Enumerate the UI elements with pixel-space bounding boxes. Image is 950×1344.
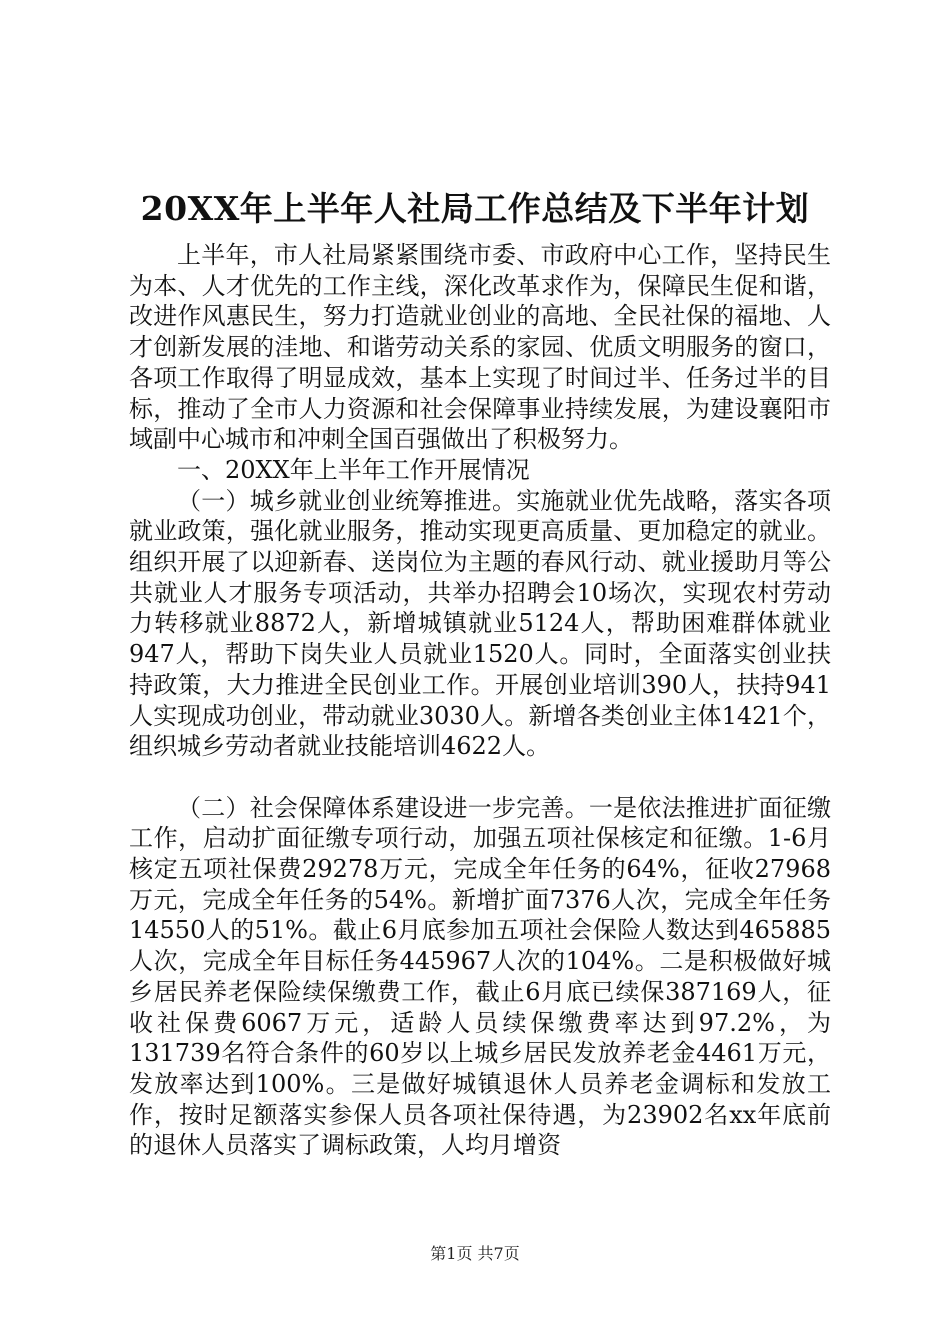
paragraph-spacer	[129, 762, 831, 793]
document-body	[129, 240, 831, 1161]
employment-paragraph: （一）城乡就业创业统筹推进。实施就业优先战略，落实各项就业政策，强化就业服务，推动实现更高质量、更加稳定的就业。组织开展了以迎新春、送岗位为主题的春风行动、就业援助月等公共就业人才服务专项活动，共举办招聘会10场次，实现农村劳动力转移就业8872人，新增城镇就业5124人，帮助困难群体就业947人，帮助下岗失业人员就业1520人。同时，全面落实创业扶持政策，大力推进全民创业工作。开展创业培训390人，扶持941人实现成功创业，带动就业3030人。新增各类创业主体1421个，组织城乡劳动者就业技能培训4622人。	[129, 486, 831, 761]
intro-paragraph: 上半年，市人社局紧紧围绕市委、市政府中心工作，坚持民生为本、人才优先的工作主线，深化改革求作为，保障民生促和谐，改进作风惠民生，努力打造就业创业的高地、全民社保的福地、人才创新发展的洼地、和谐劳动关系的家园、优质文明服务的窗口，各项工作取得了明显成效，基本上实现了时间过半、任务过半的目标，推动了全市人力资源和社会保障事业持续发展，为建设襄阳市域副中心城市和冲刺全国百强做出了积极努力。	[129, 241, 831, 454]
social-security-paragraph: （二）社会保障体系建设进一步完善。一是依法推进扩面征缴工作，启动扩面征缴专项行动，加强五项社保核定和征缴。1-6月核定五项社保费29278万元，完成全年任务的64%，征收27968万元，完成全年任务的54%。新增扩面7376人次，完成全年任务14550人的51%。截止6月底参加五项社会保险人数达到465885人次，完成全年目标任务445967人次的104%。二是积极做好城乡居民养老保险续保缴费工作，截止6月底已续保387169人，征收社保费6067万元，适龄人员续保缴费率达到97.2%，为131739名符合条件的60岁以上城乡居民发放养老金4461万元，发放率达到100%。三是做好城镇退休人员养老金调标和发放工作，按时足额落实参保人员各项社保待遇，为23902名xx年底前的退休人员落实了调标政策，人均月增资	[129, 793, 831, 1160]
section-heading: 一、20XX年上半年工作开展情况	[177, 455, 530, 484]
document-title: 20XX年上半年人社局工作总结及下半年计划	[140, 189, 810, 228]
page-footer: 第1页 共7页	[430, 1244, 520, 1263]
